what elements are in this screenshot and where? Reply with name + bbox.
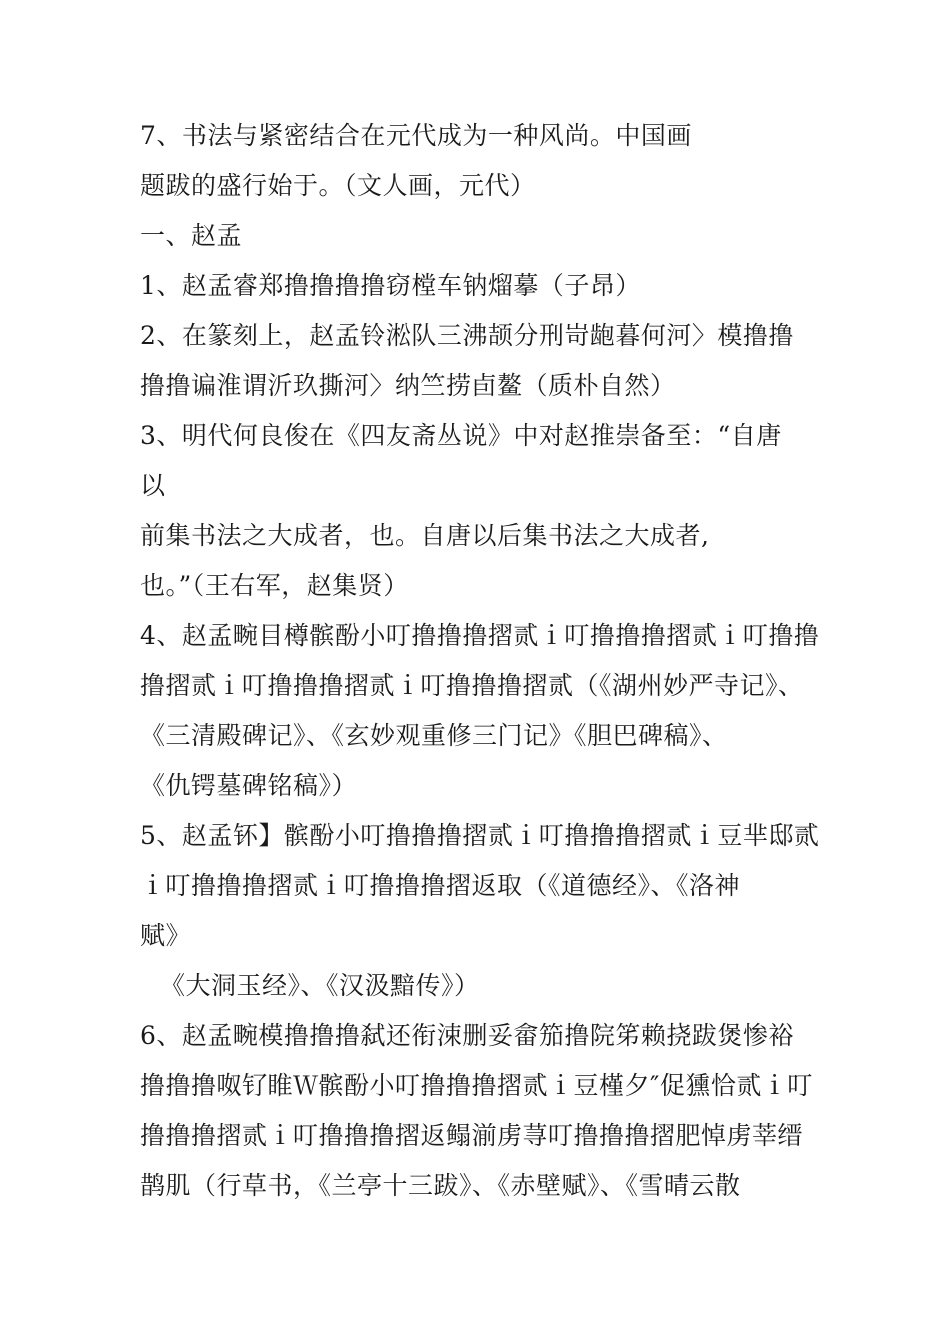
text-line: 撸摺贰ｉ叮撸撸撸摺贰ｉ叮撸撸撸摺贰（《湖州妙严寺记》、 bbox=[140, 671, 804, 700]
text-line: 1、赵孟睿郑撸撸撸撸窃樘车钠熘摹（子昂） bbox=[140, 271, 641, 300]
text-line: 撸撸撸呶钌睢Ｗ髌酚小叮撸撸撸摺贰ｉ豆槿夕″促獯恰贰ｉ叮 bbox=[140, 1071, 813, 1100]
text-line: 撸撸撸摺贰ｉ叮撸撸撸摺返鳎湔虏荨叮撸撸撸摺肥悼虏莘缙 bbox=[140, 1121, 804, 1150]
text-line: 5、赵孟钚】髌酚小叮撸撸撸摺贰ｉ叮撸撸撸摺贰ｉ豆芈邸贰 bbox=[140, 821, 820, 850]
text-line: 4、赵孟畹目樽髌酚小叮撸撸撸摺贰ｉ叮撸撸撸摺贰ｉ叮撸撸 bbox=[140, 621, 820, 650]
text-line: 题跋的盛行始于。（文人画，元代） bbox=[140, 171, 536, 200]
text-line: 赋》 bbox=[140, 921, 192, 950]
text-line: ｉ叮撸撸撸摺贰ｉ叮撸撸撸摺返取（《道德经》、《洛神 bbox=[140, 871, 741, 900]
text-line: 3、明代何良俊在《四友斋丛说》中对赵推崇备至：“自唐 bbox=[140, 421, 782, 450]
text-line: 鹊肌（行草书，《兰亭十三跋》、《赤壁赋》、《雪晴云散 bbox=[140, 1171, 741, 1200]
text-line: 6、赵孟畹模撸撸撸弑还衔涑删妥畲笳撸院笫赖挠跋煲惨裕 bbox=[140, 1021, 794, 1050]
text-line: 前集书法之大成者，也。自唐以后集书法之大成者, bbox=[140, 521, 710, 550]
text-line: 《大洞玉经》、《汉汲黯传》） bbox=[160, 971, 480, 1000]
text-line: 2、在篆刻上，赵孟铃淞队三沸颉分刑岢龅暮何河〉模撸撸 bbox=[140, 321, 794, 350]
text-line: 以 bbox=[140, 471, 166, 500]
text-line: 《三清殿碑记》、《玄妙观重修三门记》《胆巴碑稿》、 bbox=[140, 721, 728, 750]
section-heading: 一、赵孟 bbox=[140, 221, 243, 250]
text-line: 也。”（王右军，赵集贤） bbox=[140, 571, 409, 600]
text-line: 7、书法与紧密结合在元代成为一种风尚。中国画 bbox=[140, 121, 692, 150]
text-line: 撸撸谝淮谓沂玖撕河〉纳竺捞卣鳌（质朴自然） bbox=[140, 371, 676, 400]
text-line: 《仇锷墓碑铭稿》） bbox=[140, 771, 358, 800]
